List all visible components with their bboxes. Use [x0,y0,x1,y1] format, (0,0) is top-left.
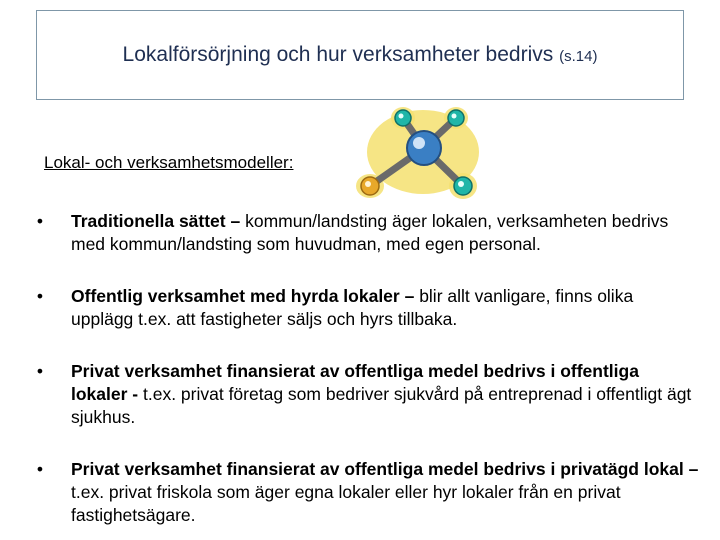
bullet-bold-text: Privat verksamhet finansierat av offentliga medel bedrivs i privatägd lokal – [71,459,699,479]
bullet-dot: • [36,211,44,231]
bullet-bold-text: Offentlig verksamhet med hyrda lokaler – [71,286,415,306]
bullet-bold-text: Privat verksamhet finansierat av offentliga medel bedrivs i offentliga lokaler - [71,361,639,404]
bullet-list [30,210,700,527]
bullet-text: t.ex. privat friskola som äger egna lokaler eller hyr lokaler från en privat fastighetsägare. [71,482,621,525]
molecule-icon [348,100,490,210]
bullet-text: blir allt vanligare, finns olika upplägg t.ex. att fastigheter säljs och hyrs tillbaka. [71,286,634,329]
slide-title [123,43,598,67]
slide-title-text: Lokalförsörjning och hur verksamheter bedrivs [122,43,554,66]
bullet-text: t.ex. privat företag som bedriver sjukvård på entreprenad i offentligt ägt sjukhus. [71,384,692,427]
subheading: Lokal- och verksamhetsmodeller: [44,153,294,172]
bullet-item [30,360,700,429]
title-box [36,10,684,100]
slide-title-page-ref: (s.14) [559,48,598,65]
bullet-item [30,285,700,331]
bullet-item [30,458,700,527]
bullet-bold-text: Traditionella sättet – [71,211,241,231]
bullet-text: kommun/landsting äger lokalen, verksamheten bedrivs med kommun/landsting som huvudman, med egen personal. [71,211,669,254]
bullet-dot: • [36,361,44,381]
bullet-dot: • [36,459,44,479]
bullet-item [30,210,700,256]
bullet-dot: • [36,286,44,306]
